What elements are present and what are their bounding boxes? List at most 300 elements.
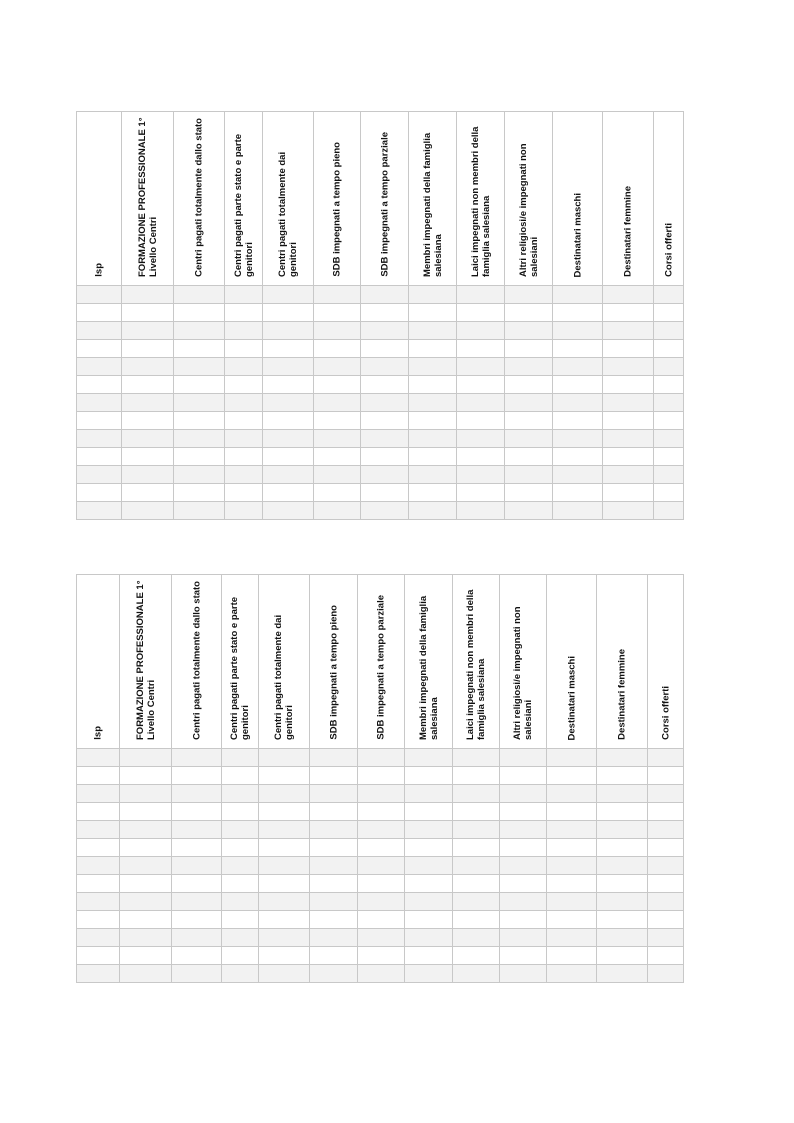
table-cell	[409, 448, 457, 466]
table-cell	[553, 322, 603, 340]
header-cell-laici	[457, 112, 505, 286]
table-cell	[263, 376, 314, 394]
table-cell	[603, 286, 654, 304]
table-cell	[457, 340, 505, 358]
table-cell	[553, 394, 603, 412]
table-cell	[172, 929, 222, 947]
table-cell	[120, 839, 172, 857]
table-row	[77, 929, 684, 947]
table-cell	[361, 430, 409, 448]
table-cell	[222, 839, 259, 857]
table-cell	[259, 785, 310, 803]
header-label: Altri religiosi/e impegnati non salesiani	[517, 143, 540, 277]
table-cell	[77, 911, 120, 929]
table-row	[77, 893, 684, 911]
table-cell	[358, 875, 405, 893]
table-cell	[77, 821, 120, 839]
table-cell	[222, 893, 259, 911]
header-label: SDB impegnati a tempo pieno	[328, 605, 339, 740]
table-cell	[120, 875, 172, 893]
table-cell	[358, 857, 405, 875]
table-cell	[597, 911, 648, 929]
header-cell-centri-parte	[222, 575, 259, 749]
header-label: Destinatari femmine	[616, 649, 628, 740]
table-cell	[310, 929, 358, 947]
table-cell	[553, 502, 603, 520]
table-cell	[500, 821, 547, 839]
table-row	[77, 911, 684, 929]
table-cell	[263, 502, 314, 520]
table-cell	[172, 965, 222, 983]
table-cell	[405, 839, 453, 857]
table-cell	[361, 394, 409, 412]
table-cell	[120, 767, 172, 785]
table-cell	[453, 803, 500, 821]
table-cell	[361, 448, 409, 466]
table-cell	[361, 484, 409, 502]
table-cell	[174, 358, 225, 376]
table-cell	[361, 466, 409, 484]
table-cell	[603, 322, 654, 340]
table-cell	[453, 911, 500, 929]
table-cell	[174, 376, 225, 394]
header-cell-membri	[405, 575, 453, 749]
table-cell	[358, 911, 405, 929]
table-row	[77, 785, 684, 803]
table-cell	[77, 839, 120, 857]
table-cell	[500, 911, 547, 929]
table-cell	[77, 358, 122, 376]
header-label: Centri pagati totalmente dallo stato	[191, 581, 202, 740]
table-cell	[172, 803, 222, 821]
table-cell	[505, 412, 553, 430]
table-cell	[120, 749, 172, 767]
header-cell-femmine	[597, 575, 648, 749]
header-label: Corsi offerti	[660, 686, 671, 740]
table-cell	[597, 785, 648, 803]
table-cell	[547, 875, 597, 893]
table-cell	[263, 358, 314, 376]
table-cell	[172, 857, 222, 875]
table-cell	[547, 911, 597, 929]
table-cell	[259, 857, 310, 875]
header-cell-formazione	[122, 112, 174, 286]
table-cell	[597, 839, 648, 857]
table-cell	[314, 358, 361, 376]
table-body	[77, 286, 684, 520]
header-label: Destinatari maschi	[572, 192, 583, 277]
table-row	[77, 749, 684, 767]
data-table-top	[76, 111, 684, 520]
header-cell-formazione	[120, 575, 172, 749]
header-label: Centri pagati totalmente dai genitori	[277, 151, 299, 277]
table-cell	[361, 322, 409, 340]
table-cell	[409, 322, 457, 340]
table-cell	[120, 857, 172, 875]
table-cell	[174, 448, 225, 466]
table-cell	[547, 803, 597, 821]
table-cell	[457, 322, 505, 340]
table-cell	[547, 839, 597, 857]
table-row	[77, 947, 684, 965]
table-cell	[172, 947, 222, 965]
table-cell	[654, 304, 684, 322]
table-cell	[654, 394, 684, 412]
table-cell	[409, 466, 457, 484]
table-cell	[654, 502, 684, 520]
table-cell	[77, 286, 122, 304]
table-cell	[225, 376, 263, 394]
table-cell	[597, 821, 648, 839]
table-cell	[122, 376, 174, 394]
table-cell	[310, 803, 358, 821]
table-cell	[314, 412, 361, 430]
table-cell	[259, 749, 310, 767]
table-cell	[225, 412, 263, 430]
table-cell	[314, 286, 361, 304]
table-cell	[310, 821, 358, 839]
table-cell	[222, 965, 259, 983]
header-cell-sdb-pieno	[314, 112, 361, 286]
table-cell	[654, 412, 684, 430]
header-cell-centri-parte	[225, 112, 263, 286]
table-cell	[654, 322, 684, 340]
table-cell	[654, 466, 684, 484]
table-cell	[603, 358, 654, 376]
table-cell	[122, 484, 174, 502]
table-cell	[500, 767, 547, 785]
header-label: Isp	[93, 263, 105, 277]
table-cell	[222, 749, 259, 767]
table-cell	[453, 947, 500, 965]
table-cell	[310, 965, 358, 983]
table-row	[77, 430, 684, 448]
table-cell	[358, 893, 405, 911]
table-cell	[453, 839, 500, 857]
table-cell	[225, 430, 263, 448]
table-cell	[648, 875, 684, 893]
header-label: Centri pagati parte stato e parte genitori	[229, 596, 251, 740]
table-cell	[361, 502, 409, 520]
table-cell	[453, 875, 500, 893]
table-cell	[225, 340, 263, 358]
table-cell	[648, 911, 684, 929]
table-cell	[259, 875, 310, 893]
table-cell	[263, 430, 314, 448]
table-row	[77, 340, 684, 358]
table-cell	[500, 893, 547, 911]
table-row	[77, 466, 684, 484]
table-cell	[603, 412, 654, 430]
table-cell	[654, 484, 684, 502]
table-cell	[553, 430, 603, 448]
table-cell	[122, 340, 174, 358]
table-cell	[453, 929, 500, 947]
table-cell	[172, 767, 222, 785]
header-cell-centri-stato	[172, 575, 222, 749]
table-cell	[122, 466, 174, 484]
table-cell	[122, 286, 174, 304]
table-cell	[500, 839, 547, 857]
table-cell	[314, 502, 361, 520]
table-cell	[603, 304, 654, 322]
table-cell	[405, 965, 453, 983]
table-cell	[597, 803, 648, 821]
header-cell-centri-genitori	[263, 112, 314, 286]
table-cell	[174, 340, 225, 358]
table-cell	[648, 821, 684, 839]
table-cell	[505, 430, 553, 448]
table-cell	[120, 929, 172, 947]
table-cell	[553, 412, 603, 430]
table-cell	[405, 767, 453, 785]
table-cell	[597, 893, 648, 911]
table-cell	[122, 358, 174, 376]
table-cell	[405, 857, 453, 875]
header-label: Destinatari maschi	[566, 655, 577, 740]
table-cell	[314, 484, 361, 502]
table-cell	[77, 947, 120, 965]
table-cell	[409, 502, 457, 520]
table-cell	[603, 484, 654, 502]
table-cell	[409, 304, 457, 322]
header-cell-laici	[453, 575, 500, 749]
header-cell-isp	[77, 575, 120, 749]
header-cell-sdb-parziale	[361, 112, 409, 286]
table-cell	[310, 875, 358, 893]
table-cell	[597, 857, 648, 875]
table-cell	[120, 821, 172, 839]
table-cell	[405, 821, 453, 839]
data-table-bottom	[76, 574, 684, 983]
table-cell	[654, 358, 684, 376]
table-cell	[77, 803, 120, 821]
table-cell	[310, 785, 358, 803]
table-cell	[457, 412, 505, 430]
table-cell	[547, 929, 597, 947]
table-cell	[263, 286, 314, 304]
table-cell	[405, 749, 453, 767]
table-cell	[409, 484, 457, 502]
header-label: Centri pagati totalmente dai genitori	[273, 614, 295, 740]
table-cell	[361, 376, 409, 394]
table-cell	[77, 322, 122, 340]
table-cell	[174, 430, 225, 448]
header-cell-femmine	[603, 112, 654, 286]
table-cell	[259, 803, 310, 821]
header-cell-corsi	[648, 575, 684, 749]
table-cell	[553, 286, 603, 304]
table-cell	[222, 767, 259, 785]
table-cell	[648, 857, 684, 875]
table-cell	[174, 412, 225, 430]
header-row	[77, 575, 684, 749]
table-cell	[500, 857, 547, 875]
header-row	[77, 112, 684, 286]
table-cell	[77, 304, 122, 322]
table-cell	[603, 448, 654, 466]
table-cell	[597, 749, 648, 767]
table-cell	[597, 947, 648, 965]
table-cell	[172, 839, 222, 857]
table-cell	[597, 875, 648, 893]
table-cell	[654, 448, 684, 466]
table-row	[77, 965, 684, 983]
table-cell	[553, 376, 603, 394]
table-cell	[225, 484, 263, 502]
header-cell-maschi	[547, 575, 597, 749]
table-cell	[174, 394, 225, 412]
table-cell	[259, 839, 310, 857]
table-cell	[553, 466, 603, 484]
table-cell	[174, 322, 225, 340]
table-cell	[405, 893, 453, 911]
table-cell	[77, 929, 120, 947]
table-cell	[122, 502, 174, 520]
table-cell	[77, 857, 120, 875]
table-cell	[457, 394, 505, 412]
table-cell	[310, 911, 358, 929]
table-cell	[225, 394, 263, 412]
table-cell	[603, 340, 654, 358]
header-cell-sdb-parziale	[358, 575, 405, 749]
table-cell	[500, 803, 547, 821]
table-cell	[597, 929, 648, 947]
table-cell	[77, 893, 120, 911]
table-cell	[648, 749, 684, 767]
table-cell	[77, 965, 120, 983]
table-cell	[310, 857, 358, 875]
table-cell	[310, 767, 358, 785]
table-cell	[263, 304, 314, 322]
table-cell	[500, 929, 547, 947]
table-cell	[505, 286, 553, 304]
table-row	[77, 484, 684, 502]
table-cell	[225, 466, 263, 484]
table-cell	[310, 839, 358, 857]
header-label: FORMAZIONE PROFESSIONALE 1° Livello Centri	[134, 580, 157, 740]
table-cell	[222, 803, 259, 821]
table-cell	[453, 893, 500, 911]
table-cell	[77, 448, 122, 466]
table-cell	[547, 965, 597, 983]
table-cell	[603, 502, 654, 520]
table-cell	[358, 839, 405, 857]
table-cell	[259, 947, 310, 965]
header-cell-centri-genitori	[259, 575, 310, 749]
table-cell	[263, 484, 314, 502]
table-cell	[314, 322, 361, 340]
header-cell-maschi	[553, 112, 603, 286]
table-cell	[122, 304, 174, 322]
table-cell	[409, 394, 457, 412]
table-row	[77, 821, 684, 839]
table-cell	[172, 911, 222, 929]
table-cell	[500, 785, 547, 803]
table-cell	[648, 893, 684, 911]
table-cell	[172, 785, 222, 803]
table-cell	[405, 803, 453, 821]
table-cell	[358, 803, 405, 821]
table-cell	[122, 394, 174, 412]
table-cell	[505, 376, 553, 394]
table-cell	[120, 785, 172, 803]
table-cell	[122, 412, 174, 430]
table-cell	[358, 767, 405, 785]
table-cell	[457, 304, 505, 322]
table-cell	[505, 466, 553, 484]
table-cell	[120, 965, 172, 983]
table-row	[77, 875, 684, 893]
table-cell	[648, 767, 684, 785]
table-cell	[648, 965, 684, 983]
table-row	[77, 286, 684, 304]
table-cell	[409, 340, 457, 358]
table-cell	[457, 376, 505, 394]
table-cell	[314, 448, 361, 466]
table-cell	[225, 322, 263, 340]
table-cell	[648, 929, 684, 947]
table-cell	[314, 340, 361, 358]
table-cell	[361, 304, 409, 322]
table-cell	[457, 358, 505, 376]
table-cell	[174, 466, 225, 484]
table-cell	[77, 502, 122, 520]
table-cell	[457, 448, 505, 466]
table-cell	[547, 785, 597, 803]
table-cell	[648, 839, 684, 857]
table-row	[77, 358, 684, 376]
table-cell	[453, 785, 500, 803]
table-cell	[77, 749, 120, 767]
table-cell	[409, 412, 457, 430]
table-cell	[222, 875, 259, 893]
header-cell-corsi	[654, 112, 684, 286]
table-cell	[409, 358, 457, 376]
header-label: Laici impegnati non membri della famiglia salesiana	[469, 126, 492, 277]
table-cell	[174, 484, 225, 502]
table-cell	[505, 304, 553, 322]
table-cell	[222, 947, 259, 965]
table-cell	[225, 502, 263, 520]
table-row	[77, 412, 684, 430]
table-cell	[547, 893, 597, 911]
table-cell	[409, 286, 457, 304]
table-cell	[361, 412, 409, 430]
table-cell	[259, 965, 310, 983]
table-cell	[263, 412, 314, 430]
header-label: Membri impegnati della famiglia salesiana	[417, 595, 440, 740]
header-cell-sdb-pieno	[310, 575, 358, 749]
table-cell	[314, 466, 361, 484]
table-cell	[358, 929, 405, 947]
table-cell	[405, 785, 453, 803]
table-cell	[259, 911, 310, 929]
table-row	[77, 304, 684, 322]
table-cell	[505, 340, 553, 358]
table-row	[77, 322, 684, 340]
table-cell	[409, 376, 457, 394]
table-cell	[457, 502, 505, 520]
table-cell	[77, 785, 120, 803]
table-cell	[603, 394, 654, 412]
table-cell	[358, 821, 405, 839]
table-cell	[263, 322, 314, 340]
table-cell	[547, 857, 597, 875]
table-cell	[222, 857, 259, 875]
table-cell	[358, 965, 405, 983]
table-cell	[122, 322, 174, 340]
